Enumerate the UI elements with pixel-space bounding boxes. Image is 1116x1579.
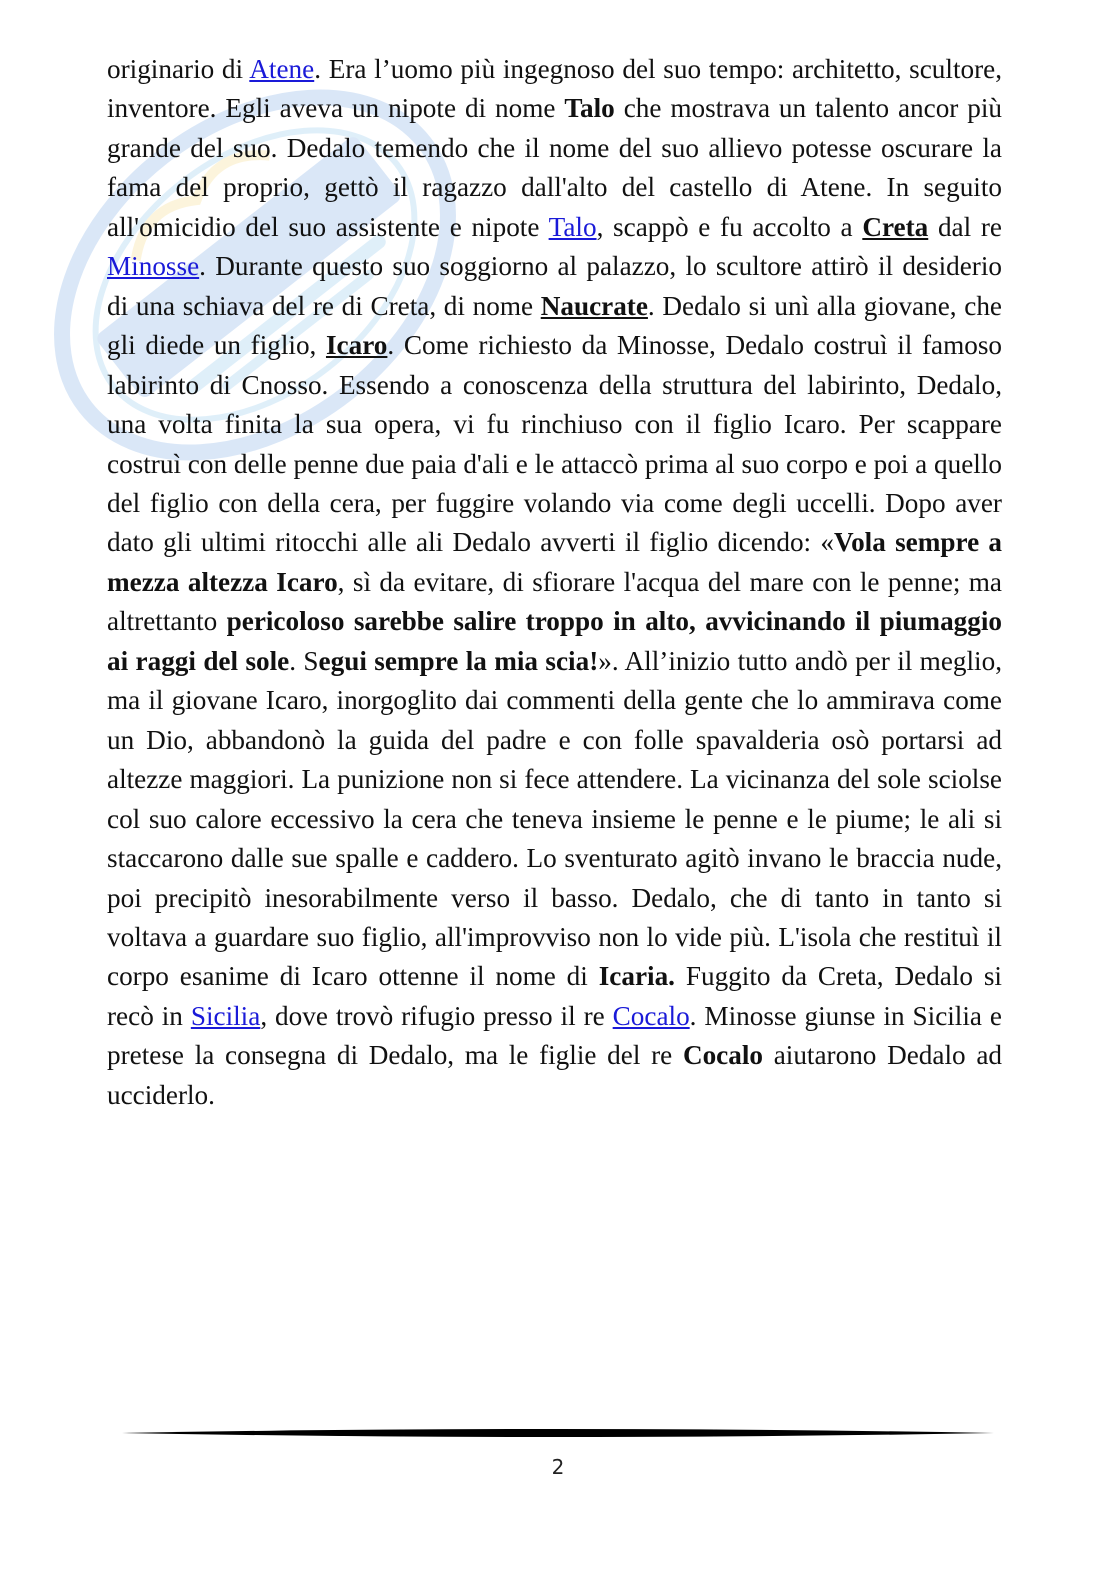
text-run: . Durante questo suo soggiorno al palazzo, lo scultore attirò il desiderio di una schiava del re di Creta, di nome [107, 251, 1002, 321]
body-paragraph [107, 50, 1002, 1115]
page-number: 2 [551, 1455, 565, 1479]
text-run: Fuggito da Creta, Dedalo si recò in [107, 961, 1002, 1031]
text-run: , dove trovò rifugio presso il re [260, 1000, 613, 1031]
bold-term-talo: Talo [564, 93, 615, 124]
text-run: originario di [107, 54, 250, 84]
link-minosse[interactable]: Minosse [107, 251, 200, 282]
text-run: . Come richiesto da Minosse, Dedalo costruì il famoso labirinto di Cnosso. Essendo a conoscenza della struttura del labirinto, Dedalo, una volta finita la sua opera, vi fu rinchiuso con il figlio Icaro. Per scappare costruì con delle penne due paia d'ali e le attaccò prima al suo corpo e poi a quello del figlio con della cera, per fuggire volando via come degli uccelli. Dopo aver dato gli ultimi ritocchi alle ali Dedalo avverti il figlio dicendo: « [107, 330, 1002, 558]
text-run: , scappò e fu accolto a [596, 211, 863, 242]
bold-term-icaro: Icaro [325, 330, 388, 361]
bold-quote-vola: Vola sempre a mezza altezza Icaro [107, 527, 1002, 597]
bold-term-cocalo: Cocalo [682, 1040, 763, 1071]
footer-divider [122, 1426, 994, 1440]
text-run: . S [289, 645, 319, 676]
text-run: dal re [928, 211, 1002, 242]
bold-term-icaria: Icaria. [598, 961, 675, 992]
text-run: . Minosse giunse in Sicilia e pretese la consegna di Dedalo, ma le figlie del re [107, 1000, 1002, 1071]
link-sicilia[interactable]: Sicilia [190, 1000, 261, 1031]
link-cocalo[interactable]: Cocalo [612, 1000, 690, 1031]
link-atene[interactable]: Atene [249, 54, 315, 84]
text-run: . Dedalo si unì alla giovane, che gli diede un figlio, [107, 290, 1002, 361]
bold-quote-pericoloso: pericoloso sarebbe salire troppo in alto, avvicinando il piumaggio ai raggi del sole [107, 606, 1002, 676]
text-run: ». All’inizio tutto andò per il meglio, ma il giovane Icaro, inorgoglito dai commenti della gente che lo ammirava come un Dio, abbandonò la guida del padre e con folle spavalderia osò portarsi ad altezze maggiori. La punizione non si fece attendere. La vicinanza del sole sciolse col suo calore eccessivo la cera che teneva insieme le penne e le piume; le ali si staccarono dalle sue spalle e caddero. Lo sventurato agitò invano le braccia nude, poi precipitò inesorabilmente verso il basso. Dedalo, che di tanto in tanto si voltava a guardare suo figlio, all'improvviso non lo vide più. L'isola che restituì il corpo esanime di Icaro ottenne il nome di [107, 645, 1002, 992]
bold-term-naucrate: Naucrate [540, 290, 648, 321]
link-talo[interactable]: Talo [548, 211, 597, 242]
bold-quote-segui: egui sempre la mia scia! [318, 645, 599, 676]
text-run: che mostrava un talento ancor più grande del suo. Dedalo temendo che il nome del suo allievo potesse oscurare la fama del proprio, gettò il ragazzo dall'alto del castello di Atene. In seguito all'omicidio del suo assistente e nipote [107, 93, 1003, 242]
text-run: aiutarono Dedalo ad ucciderlo. [107, 1040, 1002, 1110]
text-run: . Era l’uomo più ingegnoso del suo tempo: architetto, scultore, inventore. Egli aveva un nipote di nome [107, 54, 1003, 124]
bold-term-creta: Creta [862, 211, 929, 242]
text-run: , sì da evitare, di sfiorare l'acqua del mare con le penne; ma altrettanto [107, 566, 1002, 637]
